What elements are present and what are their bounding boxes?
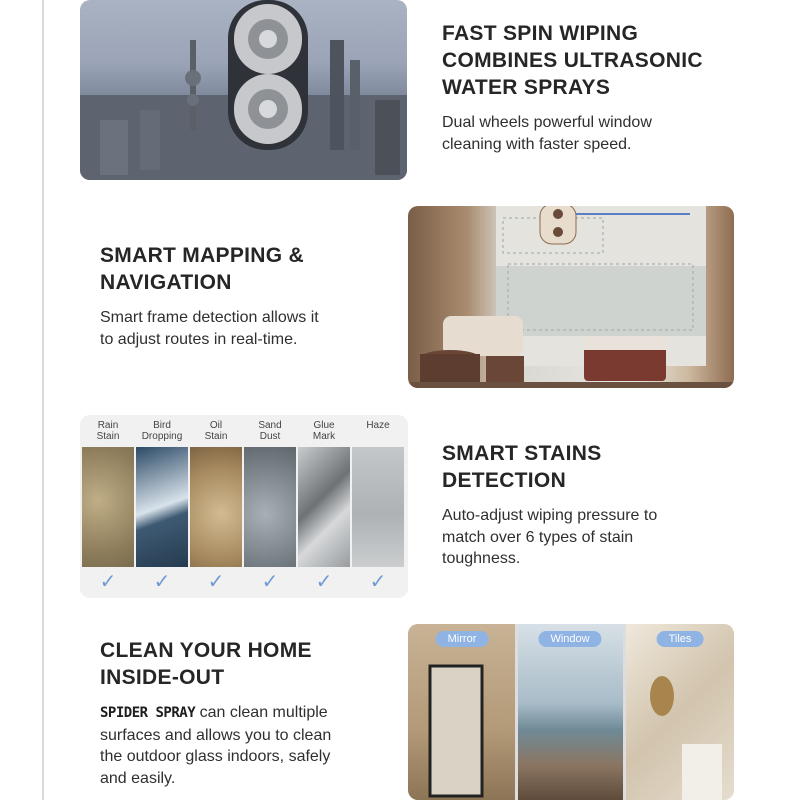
surface-label-window: Window: [538, 631, 601, 647]
desc-smart-stains: [442, 505, 657, 570]
heading-fast-spin: [442, 20, 703, 101]
stain-label: Haze: [366, 420, 390, 431]
stain-swatch: [190, 447, 242, 581]
surface-label-mirror: Mirror: [436, 631, 489, 647]
stain-swatch: [82, 447, 134, 581]
tiles-illustration: [626, 624, 734, 800]
heading-line: SMART STAINS: [442, 442, 602, 465]
desc-line: Smart frame detection allows it: [100, 309, 319, 326]
desc-line: Auto-adjust wiping pressure to: [442, 507, 658, 524]
stain-label: Glue Mark: [312, 420, 336, 442]
stain-swatch: [298, 447, 350, 581]
stain-types-grid: [80, 415, 408, 598]
stain-swatch: [244, 447, 296, 581]
surface-window-panel: [518, 624, 623, 800]
checkmark-icon: ✓: [99, 571, 117, 593]
desc-line: toughness.: [442, 550, 521, 567]
city-window-robot-image: [80, 0, 407, 180]
checkmark-icon: ✓: [207, 571, 225, 593]
desc-line: can clean multiple: [195, 704, 328, 721]
heading-line: WATER SPRAYS: [442, 76, 611, 99]
surface-mirror-panel: [408, 624, 515, 800]
desc-line: surfaces and allows you to clean: [100, 726, 332, 744]
surface-tiles-panel: [626, 624, 734, 800]
heading-line: SMART MAPPING &: [100, 244, 304, 267]
checkmark-icon: ✓: [315, 571, 333, 593]
heading-line: INSIDE-OUT: [100, 666, 225, 689]
desc-line: Dual wheels powerful window: [442, 114, 652, 131]
stain-label: Sand Dust: [258, 420, 282, 442]
desc-line: and easily.: [100, 769, 176, 787]
heading-smart-stains: [442, 440, 602, 494]
city-skyline-illustration: [80, 0, 407, 180]
checkmark-icon: ✓: [369, 571, 387, 593]
heading-line: CLEAN YOUR HOME: [100, 639, 312, 662]
heading-clean-home: [100, 637, 312, 691]
living-room-illustration: [408, 206, 734, 388]
heading-smart-mapping: [100, 242, 304, 296]
stain-label: Rain Stain: [96, 420, 120, 442]
heading-line: FAST SPIN WIPING: [442, 22, 639, 45]
living-room-robot-image: [408, 206, 734, 388]
stain-swatch: [352, 447, 404, 581]
stain-label: Bird Dropping: [141, 420, 183, 442]
mirror-illustration: [408, 624, 515, 800]
surfaces-triptych: [408, 624, 734, 800]
desc-fast-spin: [442, 112, 652, 155]
desc-clean-home: [100, 702, 331, 789]
stain-label: Oil Stain: [204, 420, 228, 442]
surface-label-tiles: Tiles: [657, 631, 704, 647]
desc-line: the outdoor glass indoors, safely: [100, 748, 331, 765]
desc-smart-mapping: [100, 307, 319, 350]
left-divider: [42, 0, 44, 800]
checkmark-icon: ✓: [153, 571, 171, 593]
desc-line: cleaning with faster speed.: [442, 135, 632, 153]
desc-line: match over 6 types of stain: [442, 528, 634, 546]
check-row: [80, 567, 408, 598]
heading-line: COMBINES ULTRASONIC: [442, 49, 703, 72]
heading-line: DETECTION: [442, 469, 567, 492]
checkmark-icon: ✓: [261, 571, 279, 593]
desc-line: to adjust routes in real-time.: [100, 330, 298, 348]
stain-swatch: [136, 447, 188, 581]
brand-name: SPIDER SPRAY: [100, 705, 196, 721]
heading-line: NAVIGATION: [100, 271, 232, 294]
